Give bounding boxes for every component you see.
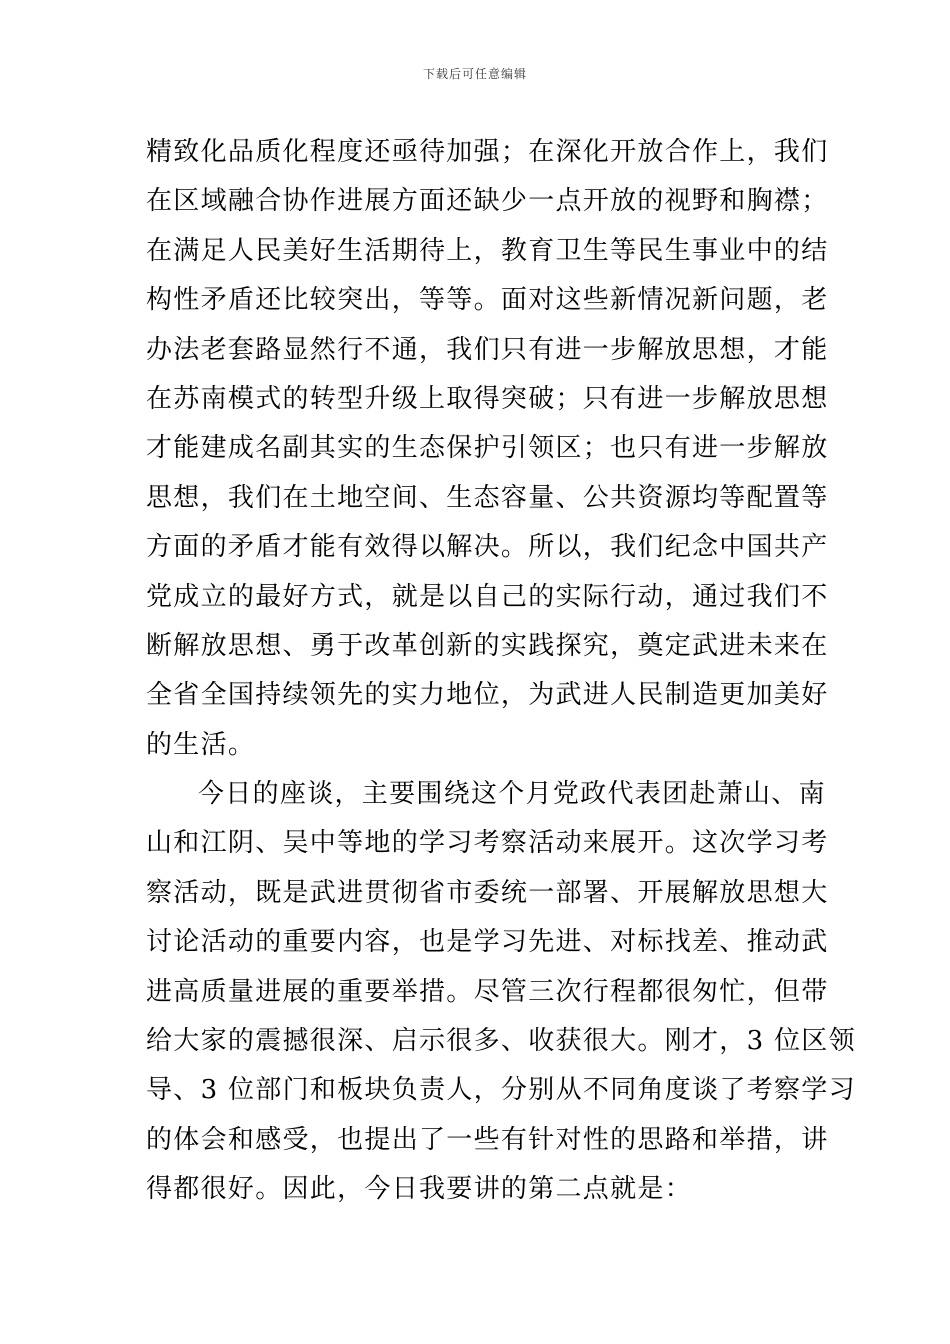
text-line: 全省全国持续领先的实力地位，为武进人民制造更加美好 xyxy=(146,680,829,711)
text-line: 精致化品质化程度还亟待加强；在深化开放合作上，我们 xyxy=(146,137,829,167)
text-line: 方面的矛盾才能有效得以解决。所以，我们纪念中国共产 xyxy=(146,532,829,563)
text-line: 察活动，既是武进贯彻省市委统一部署、开展解放思想大 xyxy=(146,877,829,908)
text-line: 的体会和感受，也提出了一些有针对性的思路和举措，讲 xyxy=(146,1124,829,1155)
text-line: 构性矛盾还比较突出，等等。面对这些新情况新问题，老 xyxy=(146,285,829,316)
text-line: 进高质量进展的重要举措。尽管三次行程都很匆忙，但带 xyxy=(146,976,829,1007)
text-line: 在苏南模式的转型升级上取得突破；只有进一步解放思想 xyxy=(146,383,829,414)
text-line: 山和江阴、吴中等地的学习考察活动来展开。这次学习考 xyxy=(146,828,829,859)
paragraph-2 xyxy=(146,770,856,1215)
text-line: 讨论活动的重要内容，也是学习先进、对标找差、推动武 xyxy=(146,927,829,958)
text-line: 导、3 位部门和板块负责人，分别从不同角度谈了考察学习 xyxy=(146,1075,856,1106)
text-line: 给大家的震撼很深、启示很多、收获很大。刚才，3 位区领 xyxy=(146,1026,856,1057)
paragraph-1 xyxy=(146,128,829,770)
text-line: 断解放思想、勇于改革创新的实践探究，奠定武进未来在 xyxy=(146,630,829,661)
text-line: 才能建成名副其实的生态保护引领区；也只有进一步解放 xyxy=(146,433,829,464)
text-line: 今日的座谈，主要围绕这个月党政代表团赴萧山、南 xyxy=(198,779,826,810)
text-line: 得都很好。因此，今日我要讲的第二点就是： xyxy=(146,1174,693,1205)
text-line: 思想，我们在土地空间、生态容量、公共资源均等配置等 xyxy=(146,482,829,513)
header-note: 下载后可任意编辑 xyxy=(422,67,527,81)
body-text xyxy=(146,128,856,1215)
text-line: 办法老套路显然行不通，我们只有进一步解放思想，才能 xyxy=(146,334,829,365)
text-line: 的生活。 xyxy=(146,729,256,760)
text-line: 党成立的最好方式，就是以自己的实际行动，通过我们不 xyxy=(146,581,829,612)
text-line: 在区域融合协作进展方面还缺少一点开放的视野和胸襟； xyxy=(146,186,829,217)
text-line: 在满足人民美好生活期待上，教育卫生等民生事业中的结 xyxy=(146,235,829,266)
